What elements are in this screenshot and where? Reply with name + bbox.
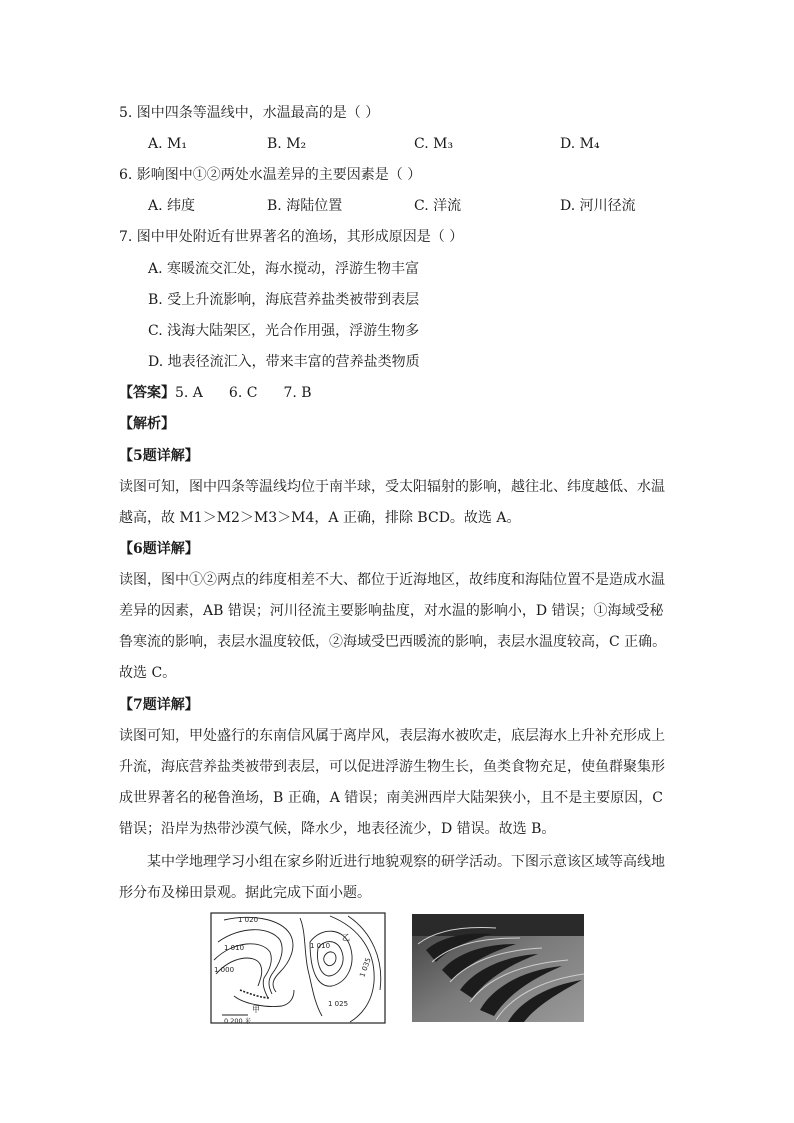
q6-option-c: C. 洋流 (414, 198, 462, 214)
scale-label: 0 200 米 (224, 1017, 252, 1024)
section-7-line: 升流，海底营养盐类被带到表层，可以促进浮游生物生长，鱼类食物充足，使鱼群聚集形 (119, 759, 665, 775)
contour-label: 1 010 (224, 944, 245, 952)
contour-label: 1 010 (310, 942, 331, 950)
q7-option-d: D. 地表径流汇入，带来丰富的营养盐类物质 (148, 354, 420, 370)
contour-map (210, 912, 386, 1024)
section-6-line: 鲁寒流的影响，表层水温度较低，②海域受巴西暖流的影响，表层水温度较高，C 正确。 (119, 634, 667, 650)
section-7-line: 读图可知，甲处盛行的东南信风属于离岸风，表层海水被吹走，底层海水上升补充形成上 (119, 728, 665, 744)
intro-line: 形分布及梯田景观。据此完成下面小题。 (119, 885, 371, 901)
q5-option-d: D. M₄ (560, 136, 600, 152)
q7-option-c: C. 浅海大陆架区，光合作用强，浮游生物多 (148, 323, 420, 339)
contour-label: 1 020 (238, 916, 259, 924)
question-7-stem: 7. 图中甲处附近有世界著名的渔场，其形成原因是（ ） (119, 229, 464, 245)
contour-label: 1 035 (358, 956, 373, 979)
map-frame (211, 913, 385, 1023)
answer-item: 5. A (175, 385, 203, 401)
question-6-stem: 6. 影响图中①②两处水温差异的主要因素是（ ） (119, 167, 422, 183)
analysis-heading: 【解析】 (119, 416, 175, 432)
contour-label: 1 025 (328, 1000, 349, 1008)
q7-option-a: A. 寒暖流交汇处，海水搅动，浮游生物丰富 (148, 261, 420, 277)
section-5-title: 【5题详解】 (119, 448, 199, 464)
q7-option-b: B. 受上升流影响，海底营养盐类被带到表层 (148, 292, 420, 308)
section-7-line: 错误；沿岸为热带沙漠气候，降水少，地表径流少，D 错误。故选 B。 (119, 821, 556, 837)
section-7-line: 成世界著名的秘鲁渔场，B 正确，A 错误；南美洲西岸大陆架狭小，且不是主要原因，C (119, 790, 664, 806)
terrace-photo (412, 914, 584, 1022)
q5-option-c: C. M₃ (414, 136, 454, 152)
answer-item: 7. B (283, 385, 312, 401)
point-label-jia: 甲 (252, 1005, 260, 1014)
section-7-title: 【7题详解】 (119, 697, 199, 713)
question-5-stem: 5. 图中四条等温线中，水温最高的是（ ） (119, 105, 380, 121)
contour-label: 1 000 (214, 966, 235, 974)
answer-label: 【答案】 (119, 385, 175, 401)
section-5-line: 读图可知，图中四条等温线均位于南半球，受太阳辐射的影响，越往北、纬度越低、水温 (119, 479, 665, 495)
q5-option-a: A. M₁ (148, 136, 187, 152)
section-5-line: 越高，故 M1＞M2＞M3＞M4，A 正确，排除 BCD。故选 A。 (119, 510, 521, 526)
section-6-line: 故选 C。 (119, 665, 177, 681)
photo-hillside (412, 914, 584, 936)
section-6-line: 差异的因素，AB 错误；河川径流主要影响盐度，对水温的影响小，D 错误；①海域受秘 (119, 603, 664, 619)
q6-option-d: D. 河川径流 (560, 198, 636, 214)
intro-line: 某中学地理学习小组在家乡附近进行地貌观察的研学活动。下图示意该区域等高线地 (147, 854, 665, 870)
answer-line (119, 383, 338, 403)
section-6-title: 【6题详解】 (119, 541, 199, 557)
q5-option-b: B. M₂ (267, 136, 307, 152)
answer-item: 6. C (228, 385, 258, 401)
section-6-line: 读图，图中①②两点的纬度相差不大、都位于近海地区，故纬度和海陆位置不是造成水温 (119, 572, 665, 588)
point-label-yi: 乙 (342, 933, 350, 942)
q6-option-a: A. 纬度 (148, 198, 196, 214)
q6-option-b: B. 海陆位置 (267, 198, 343, 214)
